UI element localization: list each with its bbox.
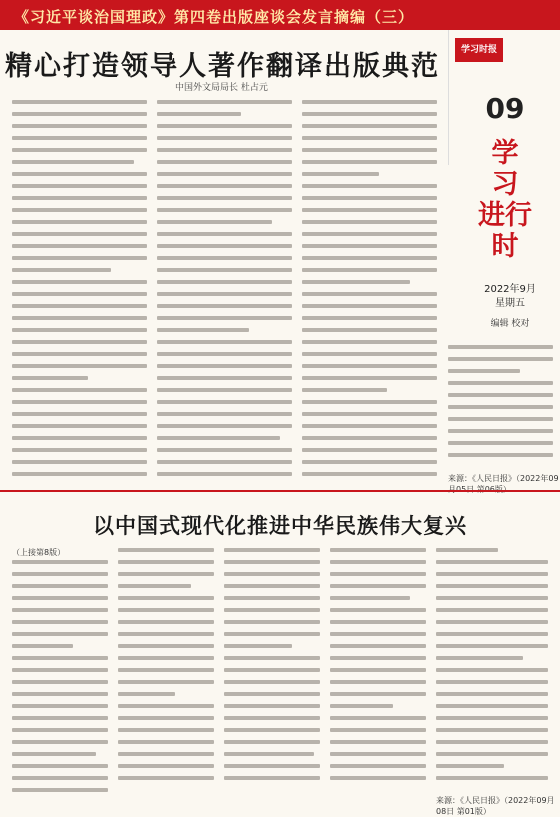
text-line: [157, 196, 292, 200]
text-line: [157, 280, 292, 284]
text-line: [12, 136, 147, 140]
text-line: [157, 340, 292, 344]
text-line: [118, 704, 214, 708]
text-line: [436, 656, 523, 660]
text-line: [302, 412, 437, 416]
text-line: [436, 548, 498, 552]
text-line: [224, 704, 320, 708]
text-line: [12, 788, 108, 792]
text-line: [330, 776, 426, 780]
text-line: [157, 412, 292, 416]
article-headline: 精心打造领导人著作翻译出版典范: [5, 51, 440, 82]
text-line: [330, 764, 426, 768]
text-line: [12, 412, 147, 416]
text-line: [157, 316, 292, 320]
text-line: [302, 328, 437, 332]
text-line: [157, 184, 292, 188]
text-line: [12, 704, 108, 708]
text-line: [436, 560, 548, 564]
text-line: [12, 148, 147, 152]
text-line: [118, 608, 214, 612]
text-line: [12, 608, 108, 612]
text-line: [157, 460, 292, 464]
text-line: [118, 632, 214, 636]
text-line: [302, 208, 437, 212]
text-line: [330, 704, 393, 708]
text-line: [118, 692, 175, 696]
text-line: [436, 728, 548, 732]
text-line: [118, 656, 214, 660]
text-line: [436, 584, 548, 588]
text-line: [302, 196, 437, 200]
text-line: [302, 136, 437, 140]
text-line: [436, 632, 548, 636]
text-line: [157, 208, 292, 212]
text-line: [224, 728, 320, 732]
text-line: [12, 776, 108, 780]
text-line: [330, 572, 426, 576]
text-line: [436, 608, 548, 612]
text-line: [448, 417, 553, 421]
text-line: [118, 740, 214, 744]
article-column: [157, 100, 292, 484]
text-line: [448, 369, 520, 373]
text-line: [224, 716, 320, 720]
text-line: [118, 668, 214, 672]
text-line: [436, 620, 548, 624]
text-line: [224, 632, 320, 636]
text-line: [157, 304, 292, 308]
text-line: [12, 656, 108, 660]
text-line: [12, 244, 147, 248]
text-line: [302, 220, 437, 224]
text-line: [157, 436, 280, 440]
text-line: [12, 668, 108, 672]
text-line: [118, 752, 214, 756]
text-line: [157, 268, 292, 272]
text-line: [330, 620, 426, 624]
text-line: [302, 472, 437, 476]
text-line: [224, 740, 320, 744]
text-line: [224, 776, 320, 780]
text-line: [330, 548, 426, 552]
text-line: [224, 764, 320, 768]
text-line: [224, 560, 320, 564]
text-line: [118, 620, 214, 624]
text-line: [330, 740, 426, 744]
article-author-note: （上接第8版）: [12, 548, 66, 557]
text-line: [12, 208, 147, 212]
text-line: [118, 728, 214, 732]
text-line: [157, 352, 292, 356]
text-line: [157, 376, 292, 380]
text-line: [224, 620, 320, 624]
text-line: [436, 644, 548, 648]
article-column: [118, 548, 214, 788]
text-line: [118, 644, 214, 648]
text-line: [12, 256, 147, 260]
editor-credit: 编辑 校对: [490, 319, 530, 329]
article-column: [302, 100, 437, 484]
text-line: [330, 668, 426, 672]
text-line: [12, 364, 147, 368]
text-line: [157, 256, 292, 260]
text-line: [302, 448, 437, 452]
article-column: [12, 100, 147, 484]
text-line: [12, 196, 147, 200]
text-line: [12, 400, 147, 404]
text-line: [436, 596, 548, 600]
issue-date: [470, 283, 550, 311]
text-line: [302, 292, 437, 296]
text-line: [157, 328, 249, 332]
text-line: [157, 124, 292, 128]
text-line: [12, 560, 108, 564]
text-line: [157, 232, 292, 236]
text-line: [12, 472, 147, 476]
text-line: [448, 381, 553, 385]
text-line: [12, 740, 108, 744]
text-line: [224, 584, 320, 588]
text-line: [330, 560, 426, 564]
text-line: [224, 608, 320, 612]
text-line: [302, 184, 437, 188]
text-line: [302, 244, 437, 248]
text-line: [157, 244, 292, 248]
text-line: [224, 548, 320, 552]
article-source: 来源：《人民日报》（2022年09月08日 第01版）: [436, 796, 555, 816]
text-line: [12, 184, 147, 188]
text-line: [12, 220, 147, 224]
text-line: [302, 340, 437, 344]
text-line: [157, 100, 292, 104]
column-title-char: 学: [491, 138, 519, 169]
text-line: [302, 352, 437, 356]
text-line: [436, 776, 548, 780]
text-line: [436, 692, 548, 696]
article-headline: 以中国式现代化推进中华民族伟大复兴: [93, 514, 467, 538]
text-line: [224, 656, 320, 660]
text-line: [436, 764, 504, 768]
text-line: [12, 280, 147, 284]
text-line: [448, 441, 553, 445]
text-line: [12, 388, 147, 392]
text-line: [12, 620, 108, 624]
text-line: [157, 388, 292, 392]
text-line: [118, 680, 214, 684]
text-line: [157, 148, 292, 152]
article-column: [448, 345, 553, 465]
text-line: [12, 692, 108, 696]
series-title: 《习近平谈治国理政》第四卷出版座谈会发言摘编（三）: [14, 8, 415, 26]
text-line: [157, 292, 292, 296]
text-line: [157, 424, 292, 428]
text-line: [12, 100, 147, 104]
text-line: [302, 268, 437, 272]
text-line: [12, 268, 111, 272]
text-line: [330, 692, 426, 696]
text-line: [12, 448, 147, 452]
article-byline: 中国外文局局长 杜占元: [175, 83, 268, 93]
text-line: [118, 572, 214, 576]
text-line: [302, 256, 437, 260]
paper-logo: 学习时报: [455, 38, 503, 62]
text-line: [12, 292, 147, 296]
text-line: [157, 172, 292, 176]
text-line: [157, 136, 292, 140]
text-line: [157, 220, 272, 224]
text-line: [448, 357, 553, 361]
text-line: [118, 764, 214, 768]
text-line: [118, 584, 191, 588]
text-line: [330, 680, 426, 684]
section-divider: [0, 490, 560, 492]
series-banner: [0, 0, 560, 30]
article-column: [224, 548, 320, 788]
text-line: [224, 596, 320, 600]
text-line: [118, 560, 214, 564]
text-line: [436, 752, 548, 756]
text-line: [224, 752, 314, 756]
text-line: [302, 148, 437, 152]
issue-date-text: 2022年9月: [484, 284, 536, 295]
article-column: [436, 548, 548, 788]
text-line: [330, 728, 426, 732]
text-line: [302, 424, 437, 428]
column-title-char: 进行时: [478, 200, 532, 262]
text-line: [448, 393, 553, 397]
text-line: [12, 716, 108, 720]
text-line: [330, 608, 426, 612]
text-line: [12, 112, 147, 116]
page-number: 09: [485, 92, 525, 125]
text-line: [118, 716, 214, 720]
text-line: [12, 340, 147, 344]
text-line: [12, 728, 108, 732]
text-line: [12, 436, 147, 440]
text-line: [302, 232, 437, 236]
text-line: [302, 172, 379, 176]
text-line: [118, 596, 214, 600]
text-line: [12, 644, 73, 648]
text-line: [12, 632, 108, 636]
text-line: [436, 704, 548, 708]
text-line: [12, 596, 108, 600]
text-line: [330, 584, 426, 588]
text-line: [436, 572, 548, 576]
text-line: [157, 400, 292, 404]
text-line: [224, 680, 320, 684]
text-line: [12, 424, 147, 428]
text-line: [302, 388, 387, 392]
text-line: [302, 436, 437, 440]
text-line: [302, 112, 437, 116]
text-line: [12, 352, 147, 356]
text-line: [12, 232, 147, 236]
text-line: [330, 632, 426, 636]
text-line: [224, 668, 320, 672]
text-line: [118, 548, 214, 552]
column-title-char: 习: [491, 169, 519, 200]
text-line: [157, 364, 292, 368]
text-line: [436, 716, 548, 720]
text-line: [157, 160, 292, 164]
text-line: [157, 112, 241, 116]
text-line: [302, 316, 437, 320]
text-line: [12, 124, 147, 128]
text-line: [12, 376, 88, 380]
text-line: [302, 460, 437, 464]
text-line: [12, 752, 96, 756]
column-title: [470, 138, 540, 262]
article-column: [330, 548, 426, 788]
text-line: [157, 472, 292, 476]
text-line: [157, 448, 292, 452]
text-line: [302, 160, 437, 164]
issue-weekday: 星期五: [495, 298, 525, 309]
article-column: [12, 560, 108, 800]
text-line: [224, 572, 320, 576]
text-line: [436, 740, 548, 744]
text-line: [12, 172, 147, 176]
text-line: [302, 376, 437, 380]
text-line: [302, 100, 437, 104]
text-line: [12, 328, 147, 332]
text-line: [448, 453, 553, 457]
text-line: [330, 716, 426, 720]
text-line: [302, 124, 437, 128]
text-line: [302, 304, 437, 308]
text-line: [12, 572, 108, 576]
article-source: 来源：《人民日报》（2022年09: [448, 474, 559, 483]
text-line: [436, 680, 548, 684]
text-line: [12, 304, 147, 308]
text-line: [330, 644, 426, 648]
text-line: [118, 776, 214, 780]
text-line: [330, 656, 426, 660]
text-line: [12, 316, 147, 320]
text-line: [12, 460, 147, 464]
text-line: [224, 692, 320, 696]
text-line: [12, 160, 134, 164]
text-line: [12, 680, 108, 684]
text-line: [302, 364, 437, 368]
text-line: [302, 280, 410, 284]
text-line: [330, 752, 426, 756]
text-line: [448, 405, 553, 409]
text-line: [224, 644, 292, 648]
text-line: [12, 764, 108, 768]
text-line: [302, 400, 437, 404]
text-line: [330, 596, 410, 600]
text-line: [12, 584, 108, 588]
text-line: [448, 429, 553, 433]
text-line: [448, 345, 553, 349]
text-line: [436, 668, 548, 672]
